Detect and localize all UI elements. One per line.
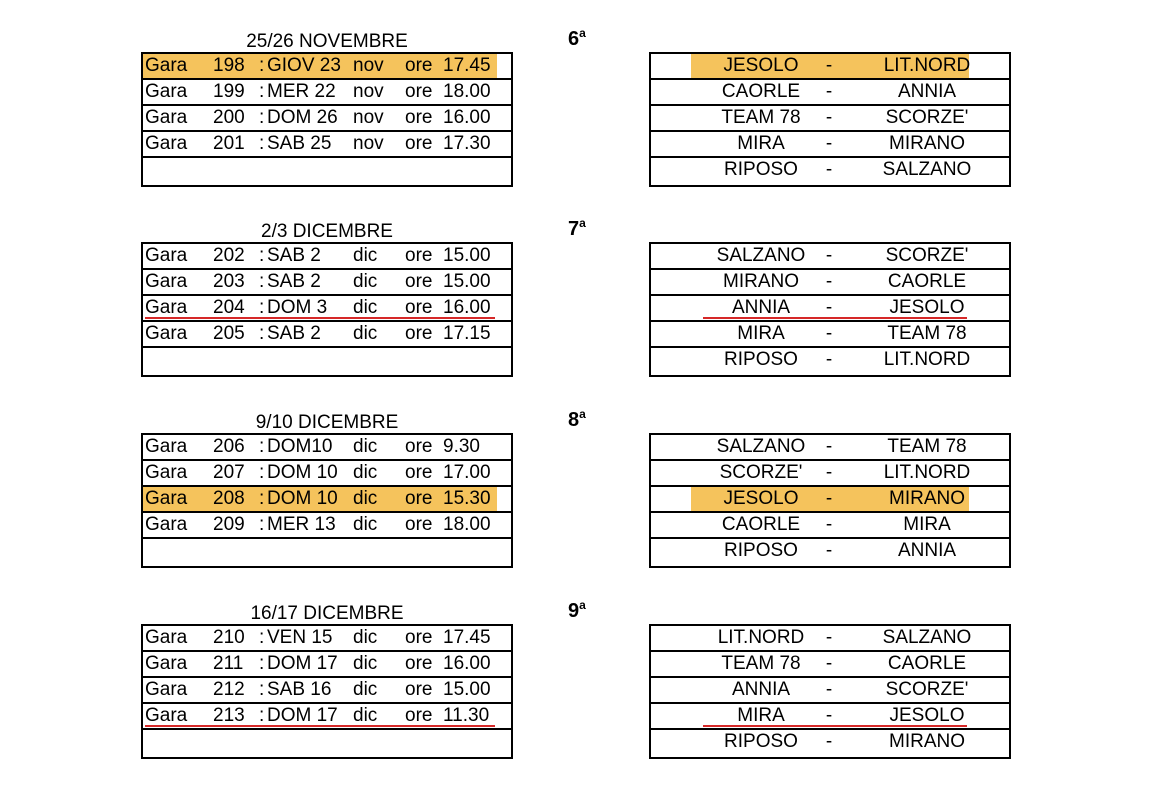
- game-day: DOM 10: [267, 488, 338, 509]
- game-number: 198: [213, 55, 245, 76]
- game-time: 17.30: [443, 133, 491, 154]
- home-team: JESOLO: [723, 488, 799, 509]
- match-row: [651, 730, 1009, 757]
- match-separator: -: [825, 679, 833, 700]
- ore-label: ore: [405, 297, 433, 318]
- match-separator: -: [825, 349, 833, 370]
- match-row: [651, 106, 1009, 132]
- game-month: dic: [353, 627, 378, 648]
- match-separator: -: [825, 488, 833, 509]
- round-9-section: [0, 598, 1154, 772]
- ore-label: ore: [405, 107, 433, 128]
- game-month: nov: [353, 133, 384, 154]
- game-time: 18.00: [443, 514, 491, 535]
- game-time: 16.00: [443, 107, 491, 128]
- game-row: [143, 54, 511, 80]
- game-month: dic: [353, 245, 378, 266]
- game-label: Gara: [145, 297, 188, 318]
- game-month: dic: [353, 514, 378, 535]
- home-team: RIPOSO: [724, 540, 798, 561]
- colon: :: [259, 514, 265, 535]
- away-team: MIRANO: [889, 731, 965, 752]
- ore-label: ore: [405, 514, 433, 535]
- game-number: 212: [213, 679, 245, 700]
- game-label: Gara: [145, 462, 188, 483]
- game-row: [143, 244, 511, 270]
- colon: :: [259, 271, 265, 292]
- ore-label: ore: [405, 436, 433, 457]
- match-separator: -: [825, 462, 833, 483]
- game-day: GIOV 23: [267, 55, 341, 76]
- away-team: SALZANO: [882, 159, 972, 180]
- game-time: 16.00: [443, 297, 491, 318]
- match-row: [651, 652, 1009, 678]
- match-row: [651, 348, 1009, 375]
- away-team: MIRA: [903, 514, 951, 535]
- game-row: [143, 106, 511, 132]
- round-number: 7$^a$: [568, 216, 586, 240]
- game-day: DOM10: [267, 436, 333, 457]
- match-row: [651, 539, 1009, 566]
- round-number: 6$^a$: [568, 26, 586, 50]
- game-time: 17.15: [443, 323, 491, 344]
- game-time: 15.00: [443, 271, 491, 292]
- game-time: 16.00: [443, 653, 491, 674]
- home-team: SALZANO: [716, 245, 806, 266]
- game-row: [143, 626, 511, 652]
- away-team: JESOLO: [889, 297, 965, 318]
- match-separator: -: [825, 245, 833, 266]
- away-team: SALZANO: [882, 627, 972, 648]
- game-day: MER 22: [267, 81, 336, 102]
- colon: :: [259, 297, 265, 318]
- home-team: MIRA: [737, 133, 785, 154]
- match-row: [651, 244, 1009, 270]
- round-date-title: 16/17 DICEMBRE: [250, 603, 404, 624]
- game-row: [143, 678, 511, 704]
- home-team: CAORLE: [721, 81, 801, 102]
- game-row: [143, 704, 511, 730]
- away-team: SCORZE': [885, 679, 969, 700]
- home-team: RIPOSO: [724, 731, 798, 752]
- home-team: ANNIA: [731, 679, 791, 700]
- ore-label: ore: [405, 653, 433, 674]
- match-separator: -: [825, 731, 833, 752]
- match-separator: -: [825, 81, 833, 102]
- match-separator: -: [825, 271, 833, 292]
- match-row: [651, 487, 1009, 513]
- game-number: 204: [213, 297, 245, 318]
- game-label: Gara: [145, 627, 188, 648]
- away-team: SCORZE': [885, 107, 969, 128]
- game-month: dic: [353, 488, 378, 509]
- game-day: SAB 2: [267, 245, 321, 266]
- game-day: VEN 15: [267, 627, 333, 648]
- away-team: ANNIA: [897, 540, 957, 561]
- game-time: 17.45: [443, 55, 491, 76]
- game-label: Gara: [145, 55, 188, 76]
- game-time: 15.00: [443, 245, 491, 266]
- game-month: dic: [353, 705, 378, 726]
- match-row: [651, 435, 1009, 461]
- home-team: SCORZE': [719, 462, 803, 483]
- game-number: 205: [213, 323, 245, 344]
- match-row: [651, 270, 1009, 296]
- game-time: 18.00: [443, 81, 491, 102]
- games-table: [141, 433, 513, 568]
- ore-label: ore: [405, 55, 433, 76]
- game-number: 201: [213, 133, 245, 154]
- game-label: Gara: [145, 679, 188, 700]
- ore-label: ore: [405, 488, 433, 509]
- colon: :: [259, 436, 265, 457]
- home-team: MIRA: [737, 705, 785, 726]
- round-date-title: 2/3 DICEMBRE: [261, 221, 393, 242]
- away-team: MIRANO: [889, 133, 965, 154]
- game-label: Gara: [145, 323, 188, 344]
- ore-label: ore: [405, 245, 433, 266]
- round-number: 8$^a$: [568, 407, 586, 431]
- game-label: Gara: [145, 653, 188, 674]
- game-label: Gara: [145, 133, 188, 154]
- game-label: Gara: [145, 436, 188, 457]
- game-month: dic: [353, 323, 378, 344]
- ore-label: ore: [405, 271, 433, 292]
- away-team: TEAM 78: [887, 323, 967, 344]
- ore-label: ore: [405, 679, 433, 700]
- colon: :: [259, 55, 265, 76]
- game-number: 202: [213, 245, 245, 266]
- colon: :: [259, 705, 265, 726]
- match-separator: -: [825, 159, 833, 180]
- home-team: MIRA: [737, 323, 785, 344]
- home-team: TEAM 78: [721, 107, 801, 128]
- game-number: 211: [213, 653, 244, 674]
- colon: :: [259, 627, 265, 648]
- game-row: [143, 652, 511, 678]
- game-month: dic: [353, 297, 378, 318]
- match-separator: -: [825, 55, 833, 76]
- match-row: [651, 80, 1009, 106]
- home-team: TEAM 78: [721, 653, 801, 674]
- away-team: JESOLO: [889, 705, 965, 726]
- game-month: dic: [353, 271, 378, 292]
- game-row: [143, 80, 511, 106]
- games-table: [141, 52, 513, 187]
- match-separator: -: [825, 436, 833, 457]
- match-row: [651, 513, 1009, 539]
- match-row: [651, 626, 1009, 652]
- game-time: 17.45: [443, 627, 491, 648]
- game-row: [143, 513, 511, 539]
- empty-row: [143, 348, 511, 375]
- games-table: [141, 624, 513, 759]
- match-row: [651, 296, 1009, 322]
- away-team: TEAM 78: [887, 436, 967, 457]
- away-team: CAORLE: [887, 653, 967, 674]
- game-time: 11.30: [443, 705, 490, 726]
- ore-label: ore: [405, 323, 433, 344]
- game-month: dic: [353, 436, 378, 457]
- game-number: 208: [213, 488, 245, 509]
- ore-label: ore: [405, 81, 433, 102]
- game-day: DOM 26: [267, 107, 338, 128]
- match-row: [651, 461, 1009, 487]
- game-time: 9.30: [443, 436, 480, 457]
- game-label: Gara: [145, 245, 188, 266]
- game-day: SAB 2: [267, 323, 321, 344]
- game-row: [143, 132, 511, 158]
- match-row: [651, 132, 1009, 158]
- colon: :: [259, 107, 265, 128]
- away-team: LIT.NORD: [883, 349, 971, 370]
- match-row: [651, 54, 1009, 80]
- match-separator: -: [825, 540, 833, 561]
- game-number: 209: [213, 514, 245, 535]
- game-month: nov: [353, 107, 384, 128]
- game-label: Gara: [145, 705, 188, 726]
- colon: :: [259, 462, 265, 483]
- game-day: DOM 17: [267, 705, 338, 726]
- home-team: JESOLO: [723, 55, 799, 76]
- empty-row: [143, 158, 511, 185]
- game-day: DOM 17: [267, 653, 338, 674]
- match-row: [651, 678, 1009, 704]
- empty-row: [143, 730, 511, 757]
- match-separator: -: [825, 323, 833, 344]
- round-date-title: 9/10 DICEMBRE: [255, 412, 399, 433]
- game-row: [143, 435, 511, 461]
- match-row: [651, 704, 1009, 730]
- matches-table: [649, 624, 1011, 759]
- away-team: SCORZE': [885, 245, 969, 266]
- game-day: SAB 25: [267, 133, 332, 154]
- game-row: [143, 461, 511, 487]
- game-number: 199: [213, 81, 245, 102]
- game-row: [143, 322, 511, 348]
- game-label: Gara: [145, 81, 188, 102]
- away-team: LIT.NORD: [883, 55, 971, 76]
- colon: :: [259, 133, 265, 154]
- match-separator: -: [825, 705, 833, 726]
- game-time: 15.00: [443, 679, 491, 700]
- home-team: ANNIA: [731, 297, 791, 318]
- game-label: Gara: [145, 514, 188, 535]
- colon: :: [259, 323, 265, 344]
- match-row: [651, 322, 1009, 348]
- game-label: Gara: [145, 107, 188, 128]
- game-label: Gara: [145, 488, 188, 509]
- round-date-title: 25/26 NOVEMBRE: [246, 31, 408, 52]
- game-number: 213: [213, 705, 245, 726]
- game-month: nov: [353, 81, 384, 102]
- matches-table: [649, 52, 1011, 187]
- round-6-section: [0, 26, 1154, 200]
- home-team: LIT.NORD: [717, 627, 805, 648]
- matches-table: [649, 242, 1011, 377]
- empty-row: [143, 539, 511, 566]
- game-number: 206: [213, 436, 245, 457]
- game-day: SAB 16: [267, 679, 332, 700]
- game-day: DOM 3: [267, 297, 328, 318]
- game-day: MER 13: [267, 514, 336, 535]
- round-8-section: [0, 407, 1154, 581]
- game-row: [143, 296, 511, 322]
- round-7-section: [0, 216, 1154, 390]
- home-team: RIPOSO: [724, 349, 798, 370]
- game-label: Gara: [145, 271, 188, 292]
- colon: :: [259, 653, 265, 674]
- match-separator: -: [825, 653, 833, 674]
- home-team: MIRANO: [723, 271, 799, 292]
- game-month: dic: [353, 679, 378, 700]
- game-time: 17.00: [443, 462, 491, 483]
- game-time: 15.30: [443, 488, 491, 509]
- game-row: [143, 270, 511, 296]
- ore-label: ore: [405, 133, 433, 154]
- colon: :: [259, 81, 265, 102]
- away-team: MIRANO: [889, 488, 965, 509]
- game-number: 200: [213, 107, 245, 128]
- match-separator: -: [825, 133, 833, 154]
- colon: :: [259, 679, 265, 700]
- home-team: CAORLE: [721, 514, 801, 535]
- away-team: CAORLE: [887, 271, 967, 292]
- home-team: RIPOSO: [724, 159, 798, 180]
- game-day: SAB 2: [267, 271, 321, 292]
- game-month: dic: [353, 653, 378, 674]
- game-number: 207: [213, 462, 245, 483]
- away-team: LIT.NORD: [883, 462, 971, 483]
- game-month: nov: [353, 55, 384, 76]
- game-day: DOM 10: [267, 462, 338, 483]
- matches-table: [649, 433, 1011, 568]
- ore-label: ore: [405, 462, 433, 483]
- match-separator: -: [825, 107, 833, 128]
- match-separator: -: [825, 627, 833, 648]
- home-team: SALZANO: [716, 436, 806, 457]
- match-separator: -: [825, 297, 833, 318]
- games-table: [141, 242, 513, 377]
- round-number: 9$^a$: [568, 598, 586, 622]
- colon: :: [259, 488, 265, 509]
- game-row: [143, 487, 511, 513]
- game-month: dic: [353, 462, 378, 483]
- match-separator: -: [825, 514, 833, 535]
- match-row: [651, 158, 1009, 185]
- ore-label: ore: [405, 705, 433, 726]
- game-number: 210: [213, 627, 245, 648]
- ore-label: ore: [405, 627, 433, 648]
- away-team: ANNIA: [897, 81, 957, 102]
- game-number: 203: [213, 271, 245, 292]
- colon: :: [259, 245, 265, 266]
